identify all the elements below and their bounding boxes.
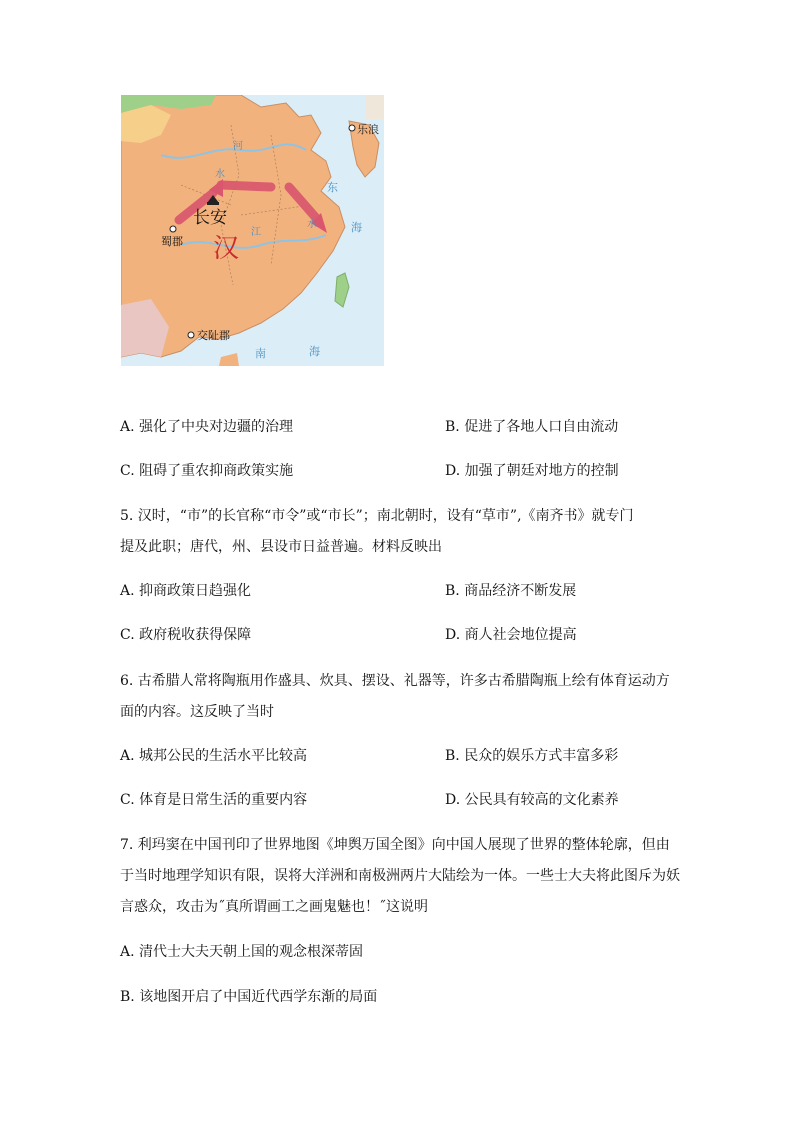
shujun-marker <box>170 226 176 232</box>
q6-stem-line2: 面的内容。这反映了当时 <box>120 704 274 720</box>
q6-option-b[interactable]: B. 民众的娱乐方式丰富多彩 <box>445 748 619 764</box>
south-sea-label-1: 南 <box>255 348 266 360</box>
q6-option-c[interactable]: C. 体育是日常生活的重要内容 <box>120 792 308 808</box>
q5-option-c[interactable]: C. 政府税收获得保障 <box>120 627 252 643</box>
q6-option-d[interactable]: D. 公民具有较高的文化素养 <box>445 792 619 808</box>
jiaozhi-marker <box>188 332 194 338</box>
east-sea-label-2: 海 <box>351 222 362 234</box>
q4-option-a[interactable]: A. 强化了中央对边疆的治理 <box>120 419 294 435</box>
river-shui-label: 水 <box>215 169 225 180</box>
q5-option-b[interactable]: B. 商品经济不断发展 <box>445 583 577 599</box>
arrow-changan-east <box>221 185 271 187</box>
han-label: 汉 <box>213 233 240 263</box>
shujun-label: 蜀郡 <box>161 236 183 248</box>
jiaozhi-label: 交阯郡 <box>197 330 230 342</box>
q4-option-c[interactable]: C. 阻碍了重农抑商政策实施 <box>120 463 294 479</box>
q7-option-b[interactable]: B. 该地图开启了中国近代西学东渐的局面 <box>120 989 378 1005</box>
lelang-label: 乐浪 <box>357 124 379 136</box>
river-he-label: 河 <box>233 141 243 152</box>
han-dynasty-map <box>121 95 384 366</box>
south-sea-label-2: 海 <box>309 346 320 358</box>
q6-option-a[interactable]: A. 城邦公民的生活水平比较高 <box>120 748 308 764</box>
jiang-shui-label: 水 <box>307 219 317 230</box>
q7-stem-line2: 于当时地理学知识有限，误将大洋洲和南极洲两片大陆绘为一体。一些士大夫将此图斥为妖 <box>120 868 680 884</box>
q5-option-a[interactable]: A. 抑商政策日趋强化 <box>120 583 252 599</box>
q5-stem-line2: 提及此职；唐代，州、县设市日益普遍。材料反映出 <box>120 539 442 555</box>
lelang-marker <box>349 125 355 131</box>
jiang-label: 江 <box>251 227 261 238</box>
q6-stem-line1: 6. 古希腊人常将陶瓶用作盛具、炊具、摆设、礼器等，许多古希腊陶瓶上绘有体育运动方 <box>120 673 670 689</box>
q5-stem-line1: 5. 汉时，“市”的长官称“市令”或“市长”；南北朝时，设有“草市”,《南齐书》就专门 <box>120 508 634 524</box>
q7-option-a[interactable]: A. 清代士大夫天朝上国的观念根深蒂固 <box>120 944 364 960</box>
northeast-land <box>365 95 384 119</box>
q7-stem-line1: 7. 利玛窦在中国刊印了世界地图《坤舆万国全图》向中国人展现了世界的整体轮廓，但由 <box>120 837 670 853</box>
q4-option-b[interactable]: B. 促进了各地人口自由流动 <box>445 419 619 435</box>
q4-option-d[interactable]: D. 加强了朝廷对地方的控制 <box>445 463 619 479</box>
changan-label: 长安 <box>193 208 227 227</box>
east-sea-label-1: 东 <box>327 182 338 194</box>
q7-stem-line3: 言惑众，攻击为˝真所谓画工之画鬼魅也！˝这说明 <box>120 899 428 915</box>
q5-option-d[interactable]: D. 商人社会地位提高 <box>445 627 577 643</box>
